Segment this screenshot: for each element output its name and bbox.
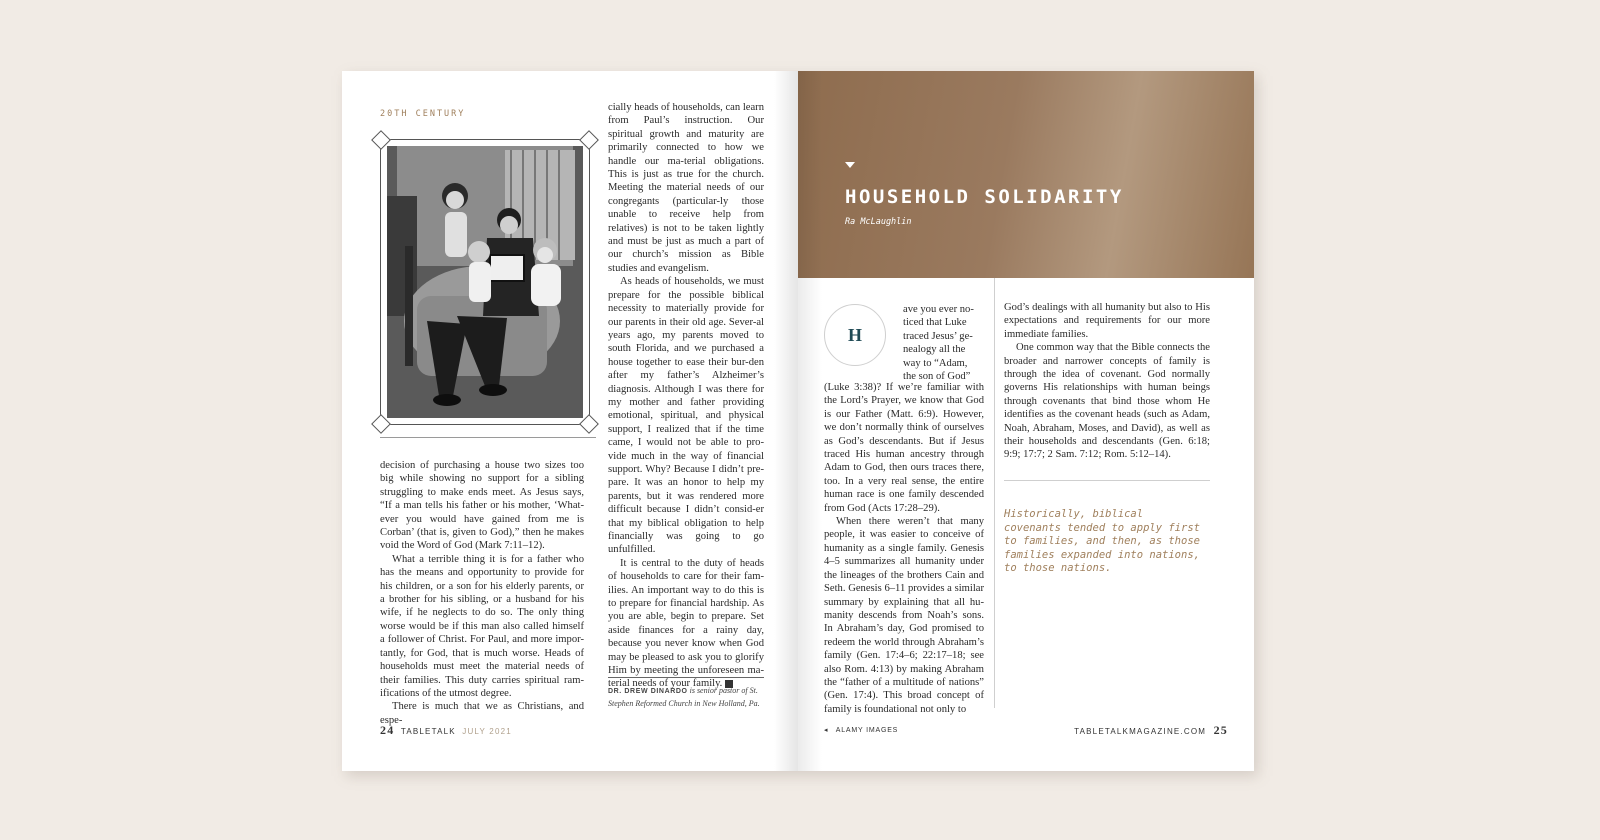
magazine-spread [342, 71, 1254, 771]
section-kicker: 20TH CENTURY [380, 109, 466, 119]
lead-paragraph: ave you ever no-ticed that Luke traced Jesus’ ge-nealogy all the way to “Adam, the son of God” [903, 304, 974, 383]
right-column-2 [1004, 301, 1210, 462]
body-paragraph: decision of purchasing a house two sizes too big while showing no support for a sibling struggling to make ends meet. As Jesus says, “If a man tells his father or his mother, ‘What-ever you would have gained from me is Corban’ (that is, given to God),” then he makes void the Word of God (Mark 7:11–12). [380, 460, 584, 552]
photo-frame [380, 139, 590, 425]
body-paragraph: cially heads of households, can learn from Paul’s instruction. Our spiritual growth and maturity are primarily connected to how we handle our ma-terial obligations. This is just as true for the church. Meeting the material needs of our congregants (particular-ly those unable to receive help from relatives) is not to be taken lightly and must be just as much a part of our church’s mission as Bible studies and evangelism. [608, 102, 764, 274]
body-paragraph: There is much that we as Christians, and espe- [380, 701, 584, 726]
bio-text: is senior pastor of St. Stephen Reformed Church in New Holland, Pa. [608, 686, 760, 708]
issue-date: JULY 2021 [462, 727, 512, 736]
body-paragraph: What a terrible thing it is for a father who has the means and opportunity to provide for his children, or a son for his elderly parents, or a brother for his sibling, or a husband for his wife, if he neglects to do so. The only thing worse would be if this man also called himself a follower of Christ. For Paul, and more impor-tantly, for God, that is much worse. Heads of households must meet the material needs of their families. This duty carries spiritual ram-ifications of the utmost degree. [380, 553, 584, 699]
photo-credit [824, 725, 898, 734]
pull-quote: Historically, biblical covenants tended to apply first to families, and then, as those families expanded into nations, to those nations. [1004, 508, 1200, 574]
drop-cap: H [824, 304, 886, 366]
gutter-shadow [774, 71, 798, 771]
body-paragraph-text: It is central to the duty of heads of households to care for their fam-ilies. An important way to do this is to prepare for financial hardship. As you are able, begin to prepare. Set aside finances for a rainy day, because you never know when God may be pleased to ask you to glorify Him by meeting the unforeseen ma-terial needs of your family. [608, 557, 764, 690]
arrow-left-icon: ◂ [824, 727, 829, 734]
lead-text [903, 303, 983, 383]
photo-illustration [387, 146, 583, 418]
article-header-band [798, 71, 1254, 278]
magazine-website: TABLETALKMAGAZINE.COM [1074, 727, 1207, 736]
left-column-1 [380, 459, 584, 727]
family-reading-photo [387, 146, 583, 418]
body-paragraph: (Luke 3:38)? If we’re familiar with the Lord’s Prayer, we know that God is our Father (Matt. 6:9). However, we don’t normally think of ourselves as God’s descendants. But if Jesus traced His human ancestry through Adam to God, then ours traces there, too. In a very real sense, the entire human race is one family descended from God (Acts 17:28–29). [824, 382, 984, 514]
bio-name: DR. DREW DINARDO [608, 688, 688, 695]
body-paragraph: When there weren’t that many people, it was easier to conceive of humanity as a single family. Genesis 4–5 summarizes all humanity under the lineages of the brothers Cain and Seth. Genesis 6–11 provides a similar summary by explaining that all hu-manity descends from Noah’s sons. In Abraham’s day, God promised to redeem the world through Abraham’s family (Gen. 17:4–6; 22:17–18; see also Rom. 4:13) by making Abraham the “father of a multitude of nations” (Gen. 17:4). This broad concept of family is foundational not only to [824, 516, 984, 715]
triangle-down-icon [845, 162, 855, 168]
left-page [342, 71, 799, 771]
right-column-1 [824, 381, 984, 716]
credit-text: ALAMY IMAGES [835, 727, 899, 734]
page-number: 25 [1213, 723, 1228, 737]
bio-divider [608, 677, 764, 678]
body-paragraph: One common way that the Bible connects the broader and narrower concepts of family is through the idea of covenant. God normally governs His relationships with human beings through covenants that bind those whom He identifies as the covenant heads (such as Adam, Noah, Abraham, Moses, and David), as well as their households and descendants (Gen. 6:18; 9:9; 17:7; 2 Sam. 7:12; Rom. 5:12–14). [1004, 342, 1210, 461]
right-page [798, 71, 1254, 771]
left-folio [380, 723, 512, 738]
author-bio [608, 685, 764, 710]
magazine-name: TABLETALK [400, 727, 456, 736]
body-paragraph: As heads of households, we must prepare for the possible biblical necessity to materially provide for our parents in their old age. Sever-al years ago, my parents moved to south Florida, and we purchased a house together to ease their bur-den after my father’s Alzheimer’s diagnosis. Although I was there for my mother and father providing emotional, spiritual, and physical support, I realized that if the time came, I would not be able to pro-vide much in the way of financial support. Why? Because I didn’t pre-pare. It was an honor to help my parents, but it was rendered more difficult because I didn’t consid-er that my biblical obligation to help financially was going to go unfulfilled. [608, 276, 764, 556]
body-paragraph: God’s dealings with all humanity but also to His expectations and requirements for our more immediate families. [1004, 302, 1210, 340]
article-title: HOUSEHOLD SOLIDARITY [845, 186, 1124, 208]
pullquote-divider [1004, 480, 1210, 481]
column-divider [994, 278, 995, 708]
column-divider [380, 437, 596, 438]
body-paragraph [608, 557, 764, 691]
page-number: 24 [380, 723, 395, 737]
article-author: Ra McLaughlin [845, 217, 912, 227]
left-column-2 [608, 101, 764, 691]
right-folio [1074, 723, 1228, 738]
